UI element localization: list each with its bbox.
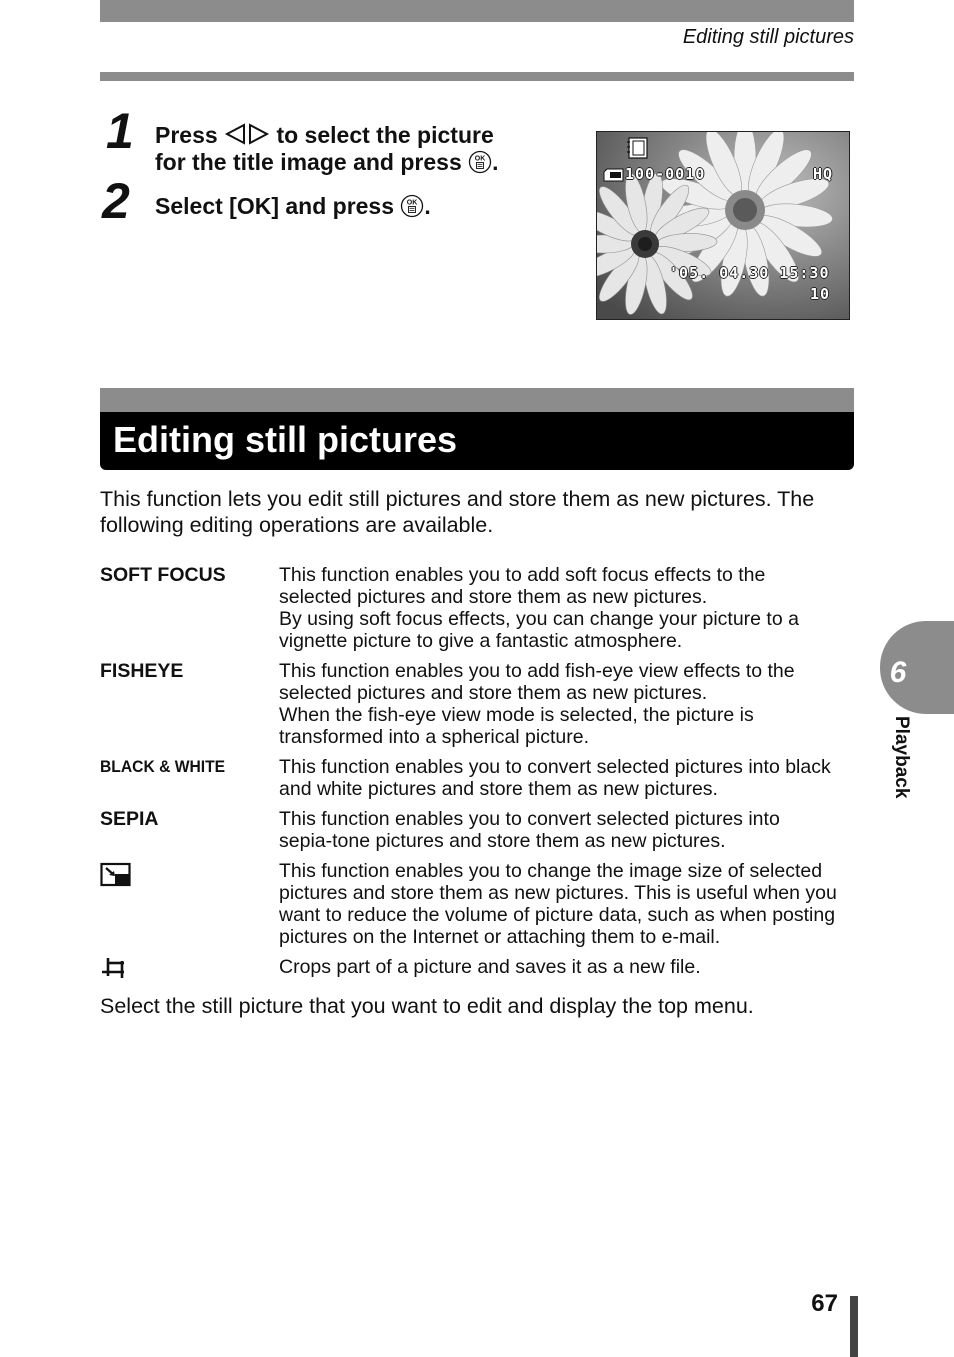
desc-line: This function enables you to convert selected pictures into black: [279, 756, 831, 778]
ok-menu-button-icon: [468, 150, 492, 180]
step-1-select-label: to select the picture: [276, 122, 494, 148]
album-icon: [627, 138, 647, 158]
desc-line: pictures on the Internet or attaching them to e-mail.: [279, 926, 721, 948]
step-number-2: 2: [102, 173, 130, 229]
step-2-period: .: [424, 193, 431, 219]
ok-menu-button-icon: [400, 194, 424, 224]
header-rule: [100, 72, 854, 81]
datetime: '05. 04.30 15:30: [669, 264, 830, 282]
desc-line: By using soft focus effects, you can change your picture to a: [279, 608, 799, 630]
desc-fisheye: [279, 660, 859, 748]
desc-line: This function enables you to add soft focus effects to the: [279, 564, 766, 586]
resize-icon: [100, 860, 270, 893]
term-sepia: SEPIA: [100, 808, 159, 830]
title-bar-top: [100, 388, 854, 412]
step-1-press-label: Press: [155, 122, 225, 148]
svg-text:OK: OK: [407, 199, 418, 207]
desc-line: sepia-tone pictures and store them as new pictures.: [279, 830, 726, 852]
step-1-period: .: [492, 149, 499, 175]
page-edge-bar: [850, 1296, 858, 1357]
outro-paragraph: Select the still picture that you want to edit and display the top menu.: [100, 994, 754, 1018]
desc-line: This function enables you to change the image size of selected: [279, 860, 823, 882]
desc-line: This function enables you to add fish-eye view effects to the: [279, 660, 795, 682]
desc-line: pictures and store them as new pictures. This is useful when you: [279, 882, 837, 904]
step-1-title-label: for the title image and press: [155, 149, 469, 175]
file-number: 100-0010: [625, 165, 706, 183]
svg-text:OK: OK: [474, 155, 486, 163]
camera-lcd-screen: [596, 131, 850, 320]
term-fisheye: FISHEYE: [100, 660, 184, 682]
desc-line: selected pictures and store them as new pictures.: [279, 586, 708, 608]
running-head: Editing still pictures: [682, 26, 854, 48]
quality-indicator: HQ: [813, 165, 834, 183]
desc-black-white: [279, 756, 859, 800]
desc-line: transformed into a spherical picture.: [279, 726, 589, 748]
desc-line: want to reduce the volume of picture data, such as when posting: [279, 904, 836, 926]
desc-soft-focus: [279, 564, 859, 652]
page-number: 67: [811, 1290, 838, 1317]
step-2-text: [155, 193, 575, 224]
desc-line: This function enables you to convert selected pictures into: [279, 808, 780, 830]
header-bar: [100, 0, 854, 22]
desc-line: Crops part of a picture and saves it as a new file.: [279, 956, 701, 978]
desc-line: When the fish-eye view mode is selected, the picture is: [279, 704, 754, 726]
desc-line: and white pictures and store them as new pictures.: [279, 778, 718, 800]
left-right-arrows-icon: [224, 123, 270, 145]
chapter-label-text: Playback: [891, 716, 912, 799]
step-number-1: 1: [106, 103, 134, 159]
desc-sepia: [279, 808, 859, 852]
section-title: Editing still pictures: [113, 419, 458, 460]
frame-number: 10: [810, 285, 831, 303]
section-title-bar: [100, 388, 854, 470]
desc-crop: [279, 956, 859, 978]
desc-line: selected pictures and store them as new pictures.: [279, 682, 708, 704]
crop-icon: [100, 956, 270, 985]
intro-paragraph: This function lets you edit still pictures and store them as new pictures. The following editing operations are available.: [100, 487, 815, 537]
desc-resize: [279, 860, 859, 948]
desc-line: vignette picture to give a fantastic atmosphere.: [279, 630, 683, 652]
step-1-text: [155, 122, 575, 180]
term-soft-focus: SOFT FOCUS: [100, 564, 226, 586]
step-2-label: Select [OK] and press: [155, 193, 401, 219]
card-icon: [604, 169, 623, 181]
chapter-number: 6: [889, 656, 907, 689]
term-black-white: BLACK & WHITE: [100, 757, 226, 776]
chapter-label: [888, 716, 918, 836]
